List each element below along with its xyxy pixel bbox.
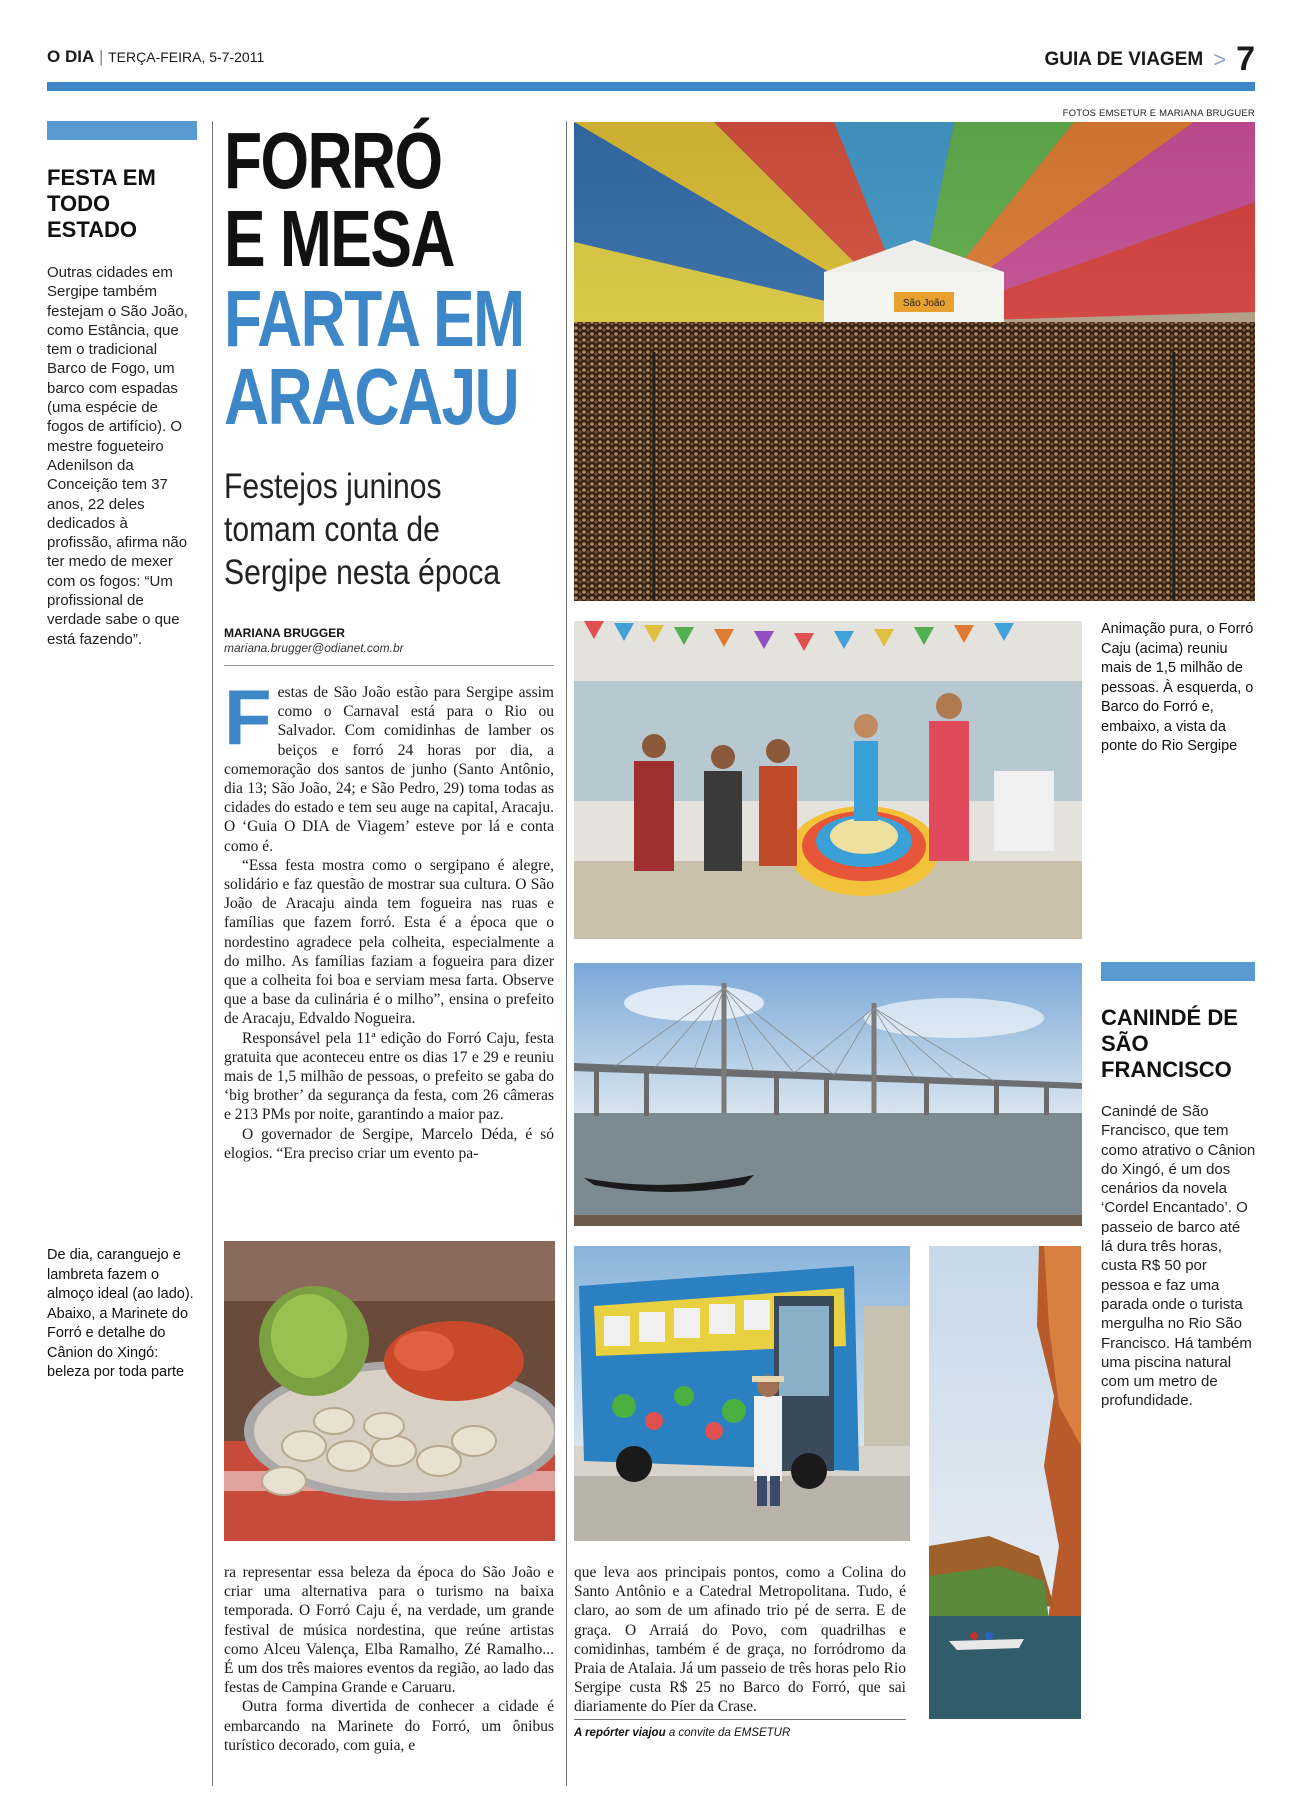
paper-name: O DIA xyxy=(47,47,95,66)
article-paragraph-7: que leva aos principais pontos, como a Colina do Santo Antônio e a Catedral Metropolitana. Tudo, é claro, ao som de um afinado trio pé de serra. E de graça. O Arraiá do Povo, com quadrilhas e comidinhas, também é de graça, no forródromo da Praia de Atalaia. Já um passeio de três horas pelo Rio Sergipe custa R$ 25 no Barco do Forró, que sai diariamente do Píer da Crase. xyxy=(574,1564,906,1716)
credit-rule xyxy=(574,1719,906,1720)
photo-caption-right: Animação pura, o Forró Caju (acima) reuniu mais de 1,5 milhão de pessoas. À esquerda, o Barco do Forró e, embaixo, a vista da ponte do Rio Sergipe xyxy=(1101,621,1254,754)
subheadline xyxy=(224,465,500,594)
masthead: O DIA | TERÇA-FEIRA, 5-7-2011 xyxy=(47,47,265,66)
subhead-line-3: Sergipe nesta época xyxy=(224,553,501,592)
section-title: GUIA DE VIAGEM xyxy=(1044,48,1204,70)
xingo-canyon-photo xyxy=(929,1246,1081,1719)
byline-rule xyxy=(224,665,554,666)
headline-line-4: ARACAJU xyxy=(224,352,519,441)
article-column-1 xyxy=(224,673,554,1163)
headline-black xyxy=(224,116,454,283)
article-paragraph-4: O governador de Sergipe, Marcelo Déda, é só elogios. “Era preciso criar um evento pa- xyxy=(224,1125,554,1162)
reporter-credit-bold: A repórter viajou xyxy=(574,1727,666,1739)
article-column-2 xyxy=(574,1563,906,1717)
section-arrow: > xyxy=(1213,46,1227,72)
sidebar-left-heading: FESTA EM TODO ESTADO xyxy=(47,165,156,242)
sidebar-left-body: Outras cidades em Sergipe também festejam o São João, como Estância, que tem o tradicional Barco de Fogo, um barco com espadas (uma espécie de fogos de artifício). O mestre fogueteiro Adenilson da Conceição tem 37 anos, 22 deles dedicados à profissão, afirma não ter medo de mexer com os fogos: “Um profissional de verdade sabe o que está fazendo”. xyxy=(47,264,188,648)
article-paragraph-2: “Essa festa mostra como o sergipano é alegre, solidário e faz questão de mostrar sua cultura. O São João de Aracaju ainda tem fogueira nas ruas e famílias que fazem forró. Esta é a época que o nordestino agradece pela colheita, especialmente a do milho. As famílias faziam a fogueira para dizer que a colheita foi boa e serviam mesa farta. Observe que a base da culinária é o milho”, ensina o prefeito de Aracaju, Edvaldo Nogueira. xyxy=(224,856,554,1028)
boat-dancers-photo xyxy=(574,621,1082,939)
section-header xyxy=(1045,40,1255,79)
article-paragraph-3: Responsável pela 11ª edição do Forró Caju, festa gratuita que aconteceu entre os dias 17 e 29 e reuniu mais de 1,5 milhão de pessoas, o prefeito se gaba do ‘big brother’ da segurança da festa, com 26 câmeras e 213 PMs por noite, garantindo a maior paz. xyxy=(224,1029,554,1124)
subhead-line-2: tomam conta de xyxy=(224,510,440,549)
column-divider-middle xyxy=(566,121,567,1786)
page-number: 7 xyxy=(1236,40,1255,78)
article-paragraph-5: ra representar essa beleza da época do São João e criar uma alternativa para o turismo na baixa temporada. O Forró Caju é, na verdade, um grande festival de música nordestina, que reúne artistas como Alceu Valença, Elba Ramalho, Zé Ramalho... É um dos três maiores eventos da região, ao lado das festas de Campina Grande e Caruaru. xyxy=(224,1564,554,1697)
subhead-line-1: Festejos juninos xyxy=(224,467,442,506)
sidebar-left-bar xyxy=(47,121,197,140)
headline-line-1: FORRÓ xyxy=(224,116,442,205)
marinete-bus-photo xyxy=(574,1246,910,1541)
sidebar-right-heading: CANINDÉ DE SÃO FRANCISCO xyxy=(1101,1005,1238,1082)
sidebar-right-bar xyxy=(1101,962,1255,981)
article-paragraph-1: Festas de São João estão para Sergipe assim como o Carnaval está para o Rio ou Salvador. Com comidinhas de lamber os beiços e forró 24 horas por dia, a comemoração dos santos de junho (Santo Antônio, dia 13; São João, 24; e São Pedro, 29) toma todas as cidades do estado e tem seu auge na capital, Aracaju. O ‘Guia O DIA de Viagem’ esteve por lá e conta como é. xyxy=(224,673,554,855)
bridge-photo xyxy=(574,963,1082,1226)
festival-crowd-photo xyxy=(574,122,1255,601)
sidebar-left-caption: De dia, caranguejo e lambreta fazem o almoço ideal (ao lado). Abaixo, a Marinete do Forró e detalhe do Cânion do Xingó: beleza por toda parte xyxy=(47,1247,194,1380)
issue-date: TERÇA-FEIRA, 5-7-2011 xyxy=(108,49,265,65)
crab-lunch-photo xyxy=(224,1241,555,1541)
column-divider-left xyxy=(212,121,213,1786)
reporter-credit xyxy=(574,1727,790,1739)
photo-credit: FOTOS EMSETUR E MARIANA BRUGUER xyxy=(1062,108,1255,119)
article-paragraph-6: Outra forma divertida de conhecer a cidade é embarcando na Marinete do Forró, um ônibus turístico decorado, com guia, e xyxy=(224,1698,554,1754)
headline-blue xyxy=(224,274,524,441)
drop-cap: F xyxy=(224,673,272,761)
headline-line-2: E MESA xyxy=(224,194,454,283)
headline-line-3: FARTA EM xyxy=(224,274,524,363)
byline-email[interactable]: mariana.brugger@odianet.com.br xyxy=(224,641,404,655)
reporter-credit-text: a convite da EMSETUR xyxy=(668,1727,791,1739)
header-rule xyxy=(47,82,1255,91)
sidebar-right-body: Canindé de São Francisco, que tem como atrativo o Cânion do Xingó, é um dos cenários da novela ‘Cordel Encantado’. O passeio de barco até lá dura três horas, custa R$ 50 por pessoa e faz uma parada onde o turista mergulha no Rio São Francisco. Há também uma piscina natural com um metro de profundidade. xyxy=(1101,1103,1256,1410)
article-column-1-continued xyxy=(224,1563,554,1755)
byline-author: MARIANA BRUGGER xyxy=(224,626,345,640)
stage-sign: São João xyxy=(902,298,946,309)
